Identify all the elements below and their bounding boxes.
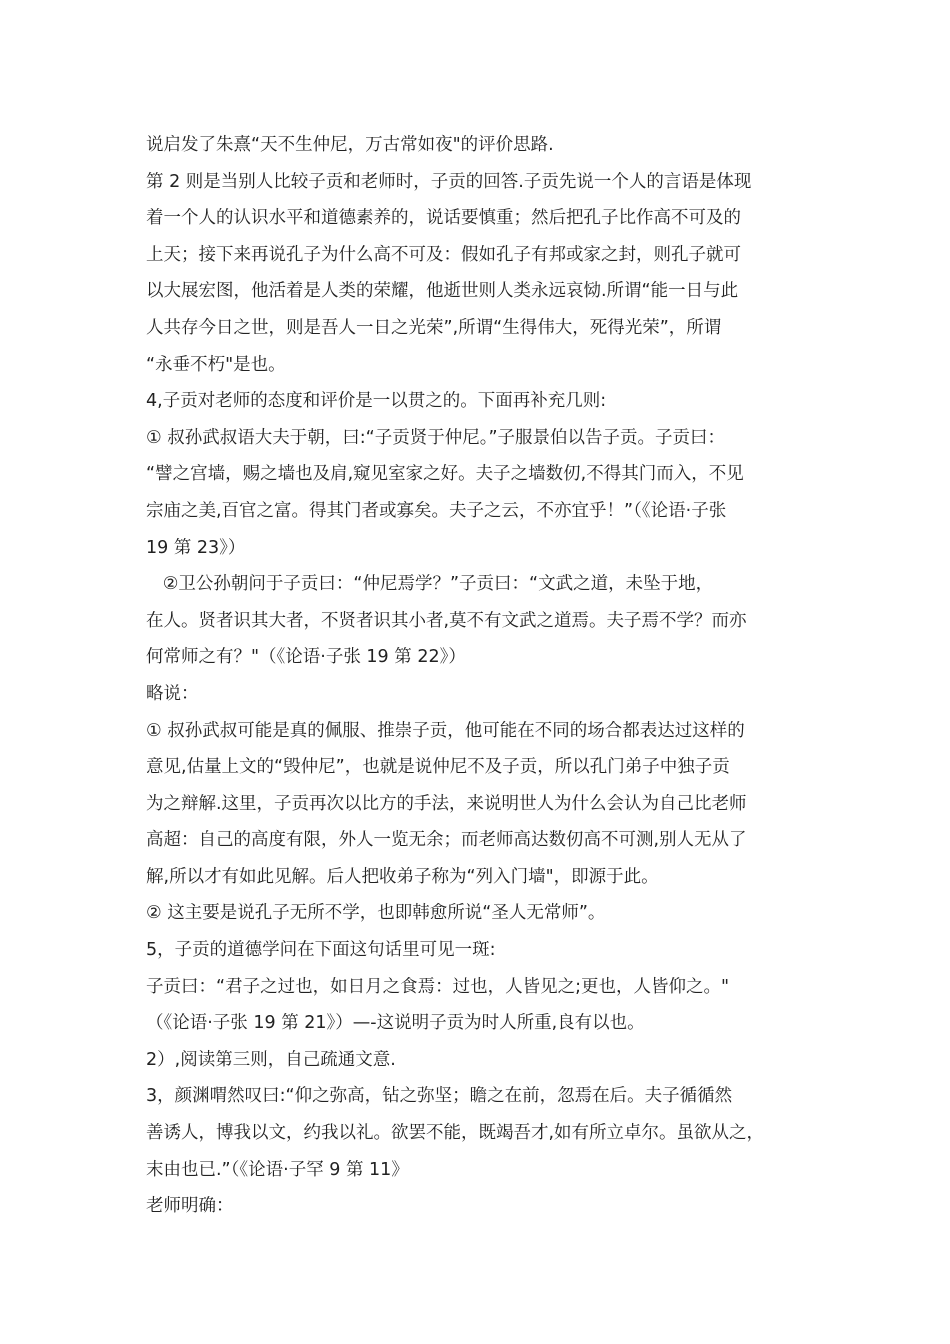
text-line: 人共存今日之世，则是吾人一日之光荣”,所谓“生得伟大，死得光荣”，所谓 (146, 317, 722, 338)
text-line: 19 第 23》） (146, 537, 246, 558)
text-line: 着一个人的认识水平和道德素养的，说话要慎重；然后把孔子比作高不可及的 (146, 208, 741, 229)
text-line: 解,所以才有如此见解。后人把收弟子称为“列入门墙"，即源于此。 (146, 866, 659, 887)
text-line: 子贡曰：“君子之过也，如日月之食焉：过也，人皆见之;更也，人皆仰之。" (146, 976, 730, 997)
text-line: （《论语·子张 19 第 21》）—-这说明子贡为时人所重,良有以也。 (146, 1013, 645, 1034)
text-line: 3，颜渊喟然叹曰:“仰之弥高，钻之弥坚；瞻之在前，忽焉在后。夫子循循然 (146, 1086, 733, 1107)
text-line: 在人。贤者识其大者，不贤者识其小者,莫不有文武之道焉。夫子焉不学？而亦 (146, 610, 747, 631)
text-line: ②卫公孙朝问于子贡曰：“仲尼焉学？”子贡曰：“文武之道，未坠于地， (146, 574, 714, 595)
text-line: 为之辩解.这里，子贡再次以比方的手法，来说明世人为什么会认为自己比老师 (146, 793, 747, 814)
text-line: ① 叔孙武叔可能是真的佩服、推崇子贡，他可能在不同的场合都表达过这样的 (146, 720, 745, 741)
text-line: 老师明确： (146, 1196, 234, 1217)
text-line: 说启发了朱熹“天不生仲尼，万古常如夜"的评价思路. (146, 135, 554, 155)
text-line: 4,子贡对老师的态度和评价是一以贯之的。下面再补充几则: (146, 391, 607, 412)
text-line: 宗庙之美,百官之富。得其门者或寡矣。夫子之云，不亦宜乎！”（《论语·子张 (146, 500, 727, 521)
text-line: “永垂不朽"是也。 (146, 354, 286, 375)
text-line: 第 2 则是当别人比较子贡和老师时，子贡的回答.子贡先说一个人的言语是体现 (146, 171, 752, 192)
text-line: 善诱人，博我以文，约我以礼。欲罢不能，既竭吾才,如有所立卓尔。虽欲从之， (146, 1123, 765, 1144)
text-line: 何常师之有？"（《论语·子张 19 第 22》） (146, 647, 466, 668)
text-line: 末由也已.”（《论语·子罕 9 第 11》 (146, 1159, 409, 1180)
text-line: 略说： (146, 683, 199, 704)
document-body (146, 127, 826, 1225)
text-line: ② 这主要是说孔子无所不学，也即韩愈所说“圣人无常师”。 (146, 903, 606, 924)
text-line: 意见,估量上文的“毁仲尼”，也就是说仲尼不及子贡，所以孔门弟子中独子贡 (146, 757, 730, 778)
text-line: 以大展宏图，他活着是人类的荣耀，他逝世则人类永远哀恸.所谓“能一日与此 (146, 281, 739, 302)
text-line: 高超：自己的高度有限，外人一览无余；而老师高达数仞高不可测,别人无从了 (146, 830, 747, 851)
text-line: ① 叔孙武叔语大夫于朝，曰:“子贡贤于仲尼。”子服景伯以告子贡。子贡曰： (146, 427, 726, 448)
text-line: 上天；接下来再说孔子为什么高不可及：假如孔子有邦或家之封，则孔子就可 (146, 244, 741, 265)
text-line: 2）,阅读第三则，自己疏通文意. (146, 1049, 396, 1070)
text-line: 5，子贡的道德学问在下面这句话里可见一斑: (146, 940, 496, 961)
text-line: “譬之宫墙，赐之墙也及肩,窥见室家之好。夫子之墙数仞,不得其门而入，不见 (146, 464, 744, 485)
